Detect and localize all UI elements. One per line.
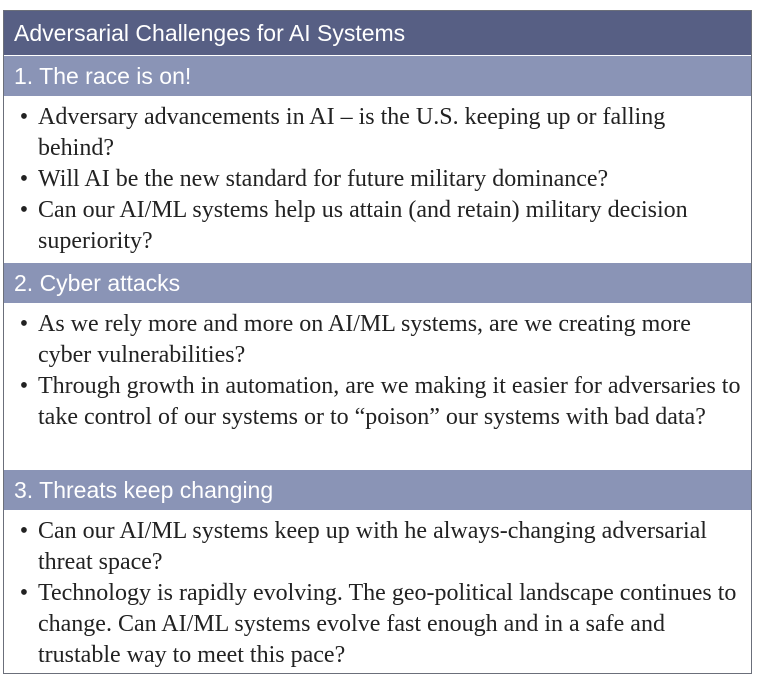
list-item (14, 195, 741, 257)
list-item-text: Technology is rapidly evolving. The geo-political landscape continues to change. Can AI/ML systems evolve fast enough and in a safe and trustable way to meet this pace? (38, 580, 737, 668)
list-item (14, 309, 741, 371)
list-item-text: Can our AI/ML systems help us attain (and retain) military decision superiority? (38, 197, 688, 254)
bullet-dot-icon: • (19, 518, 29, 544)
bullet-dot-icon: • (19, 311, 29, 337)
list-item-text: As we rely more and more on AI/ML systems, are we creating more cyber vulnerabilities? (38, 311, 691, 368)
bullet-dot-icon: • (19, 580, 29, 606)
list-item (14, 371, 741, 433)
section-header-threats: 3. Threats keep changing (4, 469, 751, 510)
section-list-race (4, 96, 751, 262)
challenges-table (3, 10, 752, 674)
section-list-threats (4, 510, 751, 674)
bullet-dot-icon: • (19, 373, 29, 399)
bullet-dot-icon: • (19, 197, 29, 223)
list-item (14, 102, 741, 164)
table-title: Adversarial Challenges for AI Systems (4, 11, 751, 55)
section-list-cyber (4, 303, 751, 469)
bullet-dot-icon: • (19, 166, 29, 192)
section-header-race: 1. The race is on! (4, 55, 751, 96)
list-item-text: Adversary advancements in AI – is the U.S. keeping up or falling behind? (38, 104, 666, 161)
list-item-text: Will AI be the new standard for future military dominance? (38, 166, 609, 192)
bullet-dot-icon: • (19, 104, 29, 130)
list-item (14, 578, 741, 671)
list-item (14, 516, 741, 578)
list-item-text: Can our AI/ML systems keep up with he always-changing adversarial threat space? (38, 518, 707, 575)
section-header-cyber: 2. Cyber attacks (4, 262, 751, 303)
list-item (14, 164, 741, 195)
list-item-text: Through growth in automation, are we making it easier for adversaries to take control of our systems or to “poison” our systems with bad data? (38, 373, 741, 430)
